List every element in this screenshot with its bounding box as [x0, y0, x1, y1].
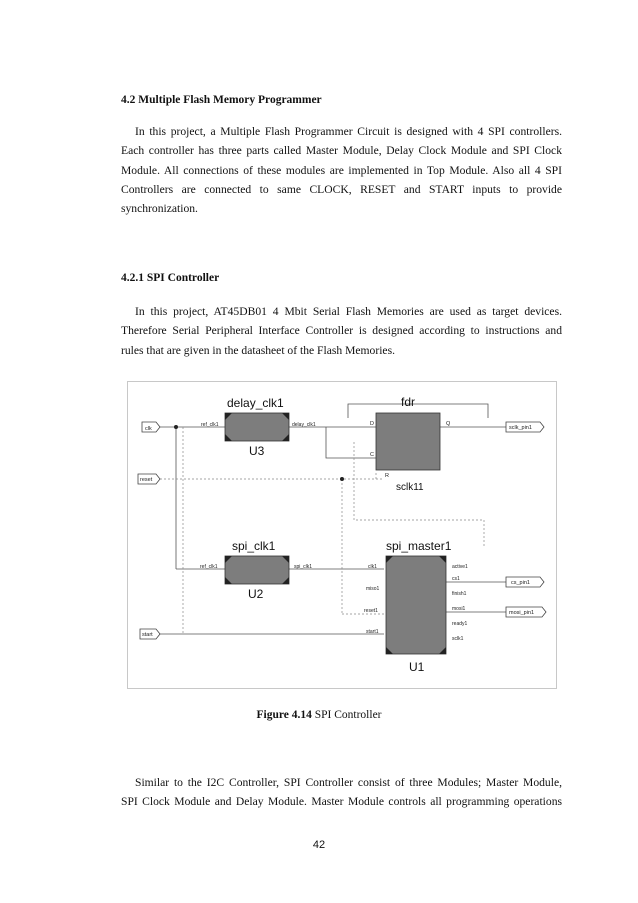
text-line: Each controller has three parts called Master Module, Delay Clock Module and SPI Clock	[121, 144, 562, 158]
reset-label: reset	[140, 477, 153, 483]
cs-pin-port	[506, 577, 544, 587]
spi-clk-instance: U2	[248, 587, 264, 601]
figure-caption-label: Figure 4.14	[256, 709, 312, 721]
spi-master-name: spi_master1	[386, 539, 452, 553]
reset-port	[138, 474, 160, 484]
figure-caption	[0, 709, 638, 721]
section-paragraph	[121, 122, 562, 218]
spi-clk-block	[200, 539, 312, 601]
spi-clk-name: spi_clk1	[232, 539, 276, 553]
text-line: Similar to the I2C Controller, SPI Controller consist of three Modules; Master Module,	[135, 776, 562, 789]
master-out-finish: finish1	[452, 591, 467, 597]
master-out-sclk: sclk1	[452, 636, 464, 642]
text-line: In this project, a Multiple Flash Programmer Circuit is designed with 4 SPI controllers.	[135, 125, 562, 138]
start-port	[140, 629, 160, 639]
schematic-figure	[127, 381, 557, 689]
spi-clk-out-port: spi_clk1	[294, 564, 313, 570]
junction-dot	[340, 477, 344, 481]
fdr-q-port: Q	[446, 421, 451, 427]
delay-instance: U3	[249, 444, 265, 458]
sclk-pin-label: sclk_pin1	[509, 425, 532, 431]
text-line: Module. All connections of these modules are implemented in Top Module. Also all 4 SPI	[121, 163, 562, 177]
subsection-paragraph	[121, 302, 562, 360]
fdr-c-port: C	[370, 452, 374, 458]
text-line: synchronization.	[121, 202, 198, 216]
fdr-name: fdr	[401, 395, 416, 409]
page-number: 42	[312, 839, 326, 851]
master-out-mosi: mosi1	[452, 606, 466, 612]
text-line: Therefore Serial Peripheral Interface Controller is designed according to instructions and	[121, 324, 562, 338]
subsection-heading: 4.2.1 SPI Controller	[121, 272, 220, 284]
master-out-cs: cs1	[452, 576, 460, 582]
clk-label: clk	[145, 426, 152, 432]
closing-paragraph	[121, 773, 562, 812]
text-line: Controllers are connected to same CLOCK, RESET and START inputs to provide	[121, 182, 562, 196]
master-in-miso: miso1	[366, 586, 380, 592]
cs-pin-label: cs_pin1	[511, 580, 530, 586]
master-in-clk: clk1	[368, 564, 377, 570]
delay-in-port: ref_clk1	[201, 422, 219, 428]
master-out-ready: ready1	[452, 621, 468, 627]
fdr-block	[370, 395, 451, 493]
fdr-d-port: D	[370, 421, 374, 427]
junction-dot	[174, 425, 178, 429]
text-line: SPI Clock Module and Delay Module. Master Module controls all programming operations	[121, 795, 562, 809]
schematic-diagram	[128, 382, 556, 688]
mosi-pin-port	[506, 607, 546, 617]
text-line: rules that are given in the datasheet of the Flash Memories.	[121, 343, 395, 357]
figure-caption-text: SPI Controller	[311, 709, 382, 721]
delay-clk-name: delay_clk1	[227, 396, 284, 410]
delay-clk-block	[201, 396, 316, 458]
start-label: start	[142, 632, 153, 638]
master-in-reset: reset1	[364, 608, 378, 614]
mosi-pin-label: mosi_pin1	[509, 610, 535, 616]
sclk-pin-port	[506, 422, 544, 432]
fdr-instance: sclk11	[396, 482, 424, 493]
master-in-start: start1	[366, 629, 379, 635]
spi-clk-in-port: ref_clk1	[200, 564, 218, 570]
spi-master-block	[364, 539, 468, 674]
clk-port	[142, 422, 160, 432]
master-out-active: active1	[452, 564, 468, 570]
section-heading: 4.2 Multiple Flash Memory Programmer	[121, 94, 322, 106]
text-line: In this project, AT45DB01 4 Mbit Serial Flash Memories are used as target devices.	[135, 305, 562, 318]
delay-out-port: delay_clk1	[292, 422, 316, 428]
master-instance: U1	[409, 660, 425, 674]
fdr-r-port: R	[385, 473, 389, 479]
